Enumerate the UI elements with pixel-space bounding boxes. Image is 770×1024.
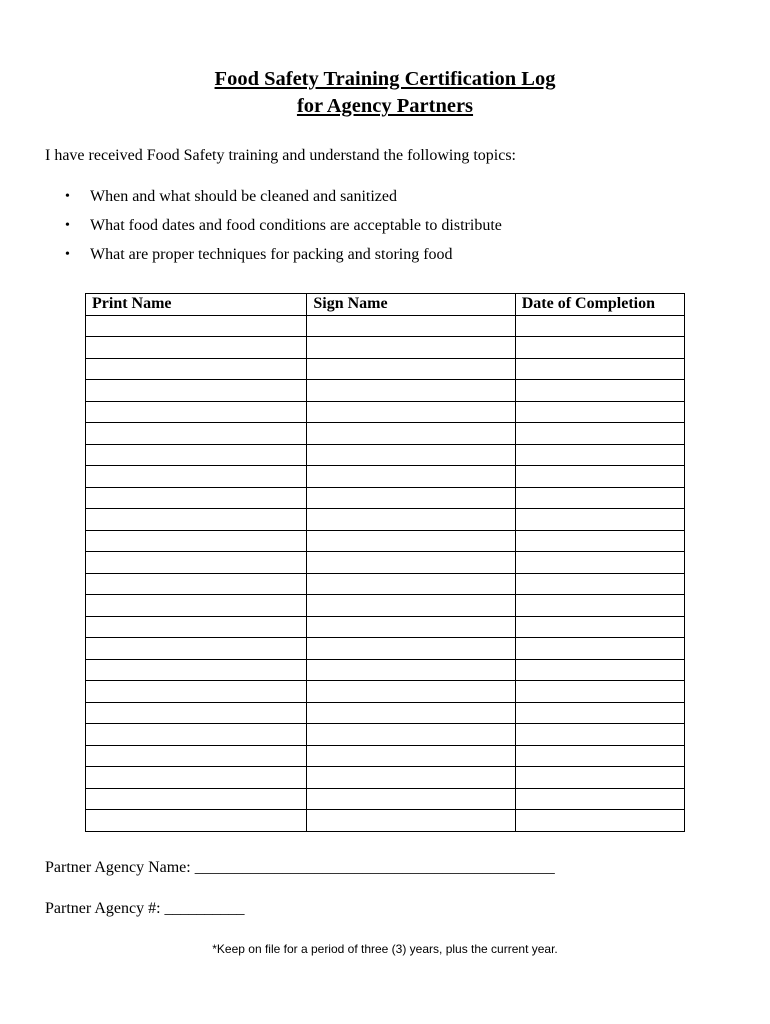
table-row — [86, 767, 685, 789]
print-name-cell[interactable] — [86, 810, 307, 832]
table-row — [86, 530, 685, 552]
date-of-completion-cell[interactable] — [515, 423, 684, 445]
print-name-cell[interactable] — [86, 659, 307, 681]
date-of-completion-cell[interactable] — [515, 745, 684, 767]
intro-statement: I have received Food Safety training and understand the following topics: — [45, 147, 516, 164]
date-of-completion-cell[interactable] — [515, 810, 684, 832]
header-date-of-completion: Date of Completion — [515, 294, 684, 316]
topic-text: What are proper techniques for packing and storing food — [90, 246, 453, 263]
print-name-cell[interactable] — [86, 509, 307, 531]
table-row — [86, 616, 685, 638]
print-name-cell[interactable] — [86, 401, 307, 423]
date-of-completion-cell[interactable] — [515, 509, 684, 531]
date-of-completion-cell[interactable] — [515, 638, 684, 660]
date-of-completion-cell[interactable] — [515, 595, 684, 617]
table-row — [86, 337, 685, 359]
bullet-icon: • — [65, 189, 70, 204]
date-of-completion-cell[interactable] — [515, 380, 684, 402]
date-of-completion-cell[interactable] — [515, 767, 684, 789]
print-name-cell[interactable] — [86, 638, 307, 660]
table-row — [86, 595, 685, 617]
print-name-cell[interactable] — [86, 788, 307, 810]
sign-name-cell[interactable] — [307, 315, 515, 337]
date-of-completion-cell[interactable] — [515, 401, 684, 423]
print-name-cell[interactable] — [86, 337, 307, 359]
date-of-completion-cell[interactable] — [515, 681, 684, 703]
sign-name-cell[interactable] — [307, 530, 515, 552]
print-name-cell[interactable] — [86, 681, 307, 703]
sign-name-cell[interactable] — [307, 401, 515, 423]
table-row — [86, 659, 685, 681]
print-name-cell[interactable] — [86, 616, 307, 638]
print-name-cell[interactable] — [86, 745, 307, 767]
date-of-completion-cell[interactable] — [515, 444, 684, 466]
partner-agency-number-field[interactable]: Partner Agency #: __________ — [45, 900, 245, 917]
sign-name-cell[interactable] — [307, 444, 515, 466]
sign-name-cell[interactable] — [307, 337, 515, 359]
bullet-icon: • — [65, 247, 70, 262]
sign-name-cell[interactable] — [307, 380, 515, 402]
table-row — [86, 552, 685, 574]
document-subtitle: for Agency Partners — [296, 95, 474, 117]
topic-text: When and what should be cleaned and sanitized — [90, 188, 397, 205]
table-row — [86, 487, 685, 509]
print-name-cell[interactable] — [86, 315, 307, 337]
topic-text: What food dates and food conditions are acceptable to distribute — [90, 217, 502, 234]
sign-name-cell[interactable] — [307, 702, 515, 724]
print-name-cell[interactable] — [86, 423, 307, 445]
print-name-cell[interactable] — [86, 724, 307, 746]
sign-name-cell[interactable] — [307, 423, 515, 445]
print-name-cell[interactable] — [86, 358, 307, 380]
header-sign-name: Sign Name — [307, 294, 515, 316]
print-name-cell[interactable] — [86, 702, 307, 724]
table-row — [86, 788, 685, 810]
date-of-completion-cell[interactable] — [515, 724, 684, 746]
table-row — [86, 444, 685, 466]
table-row — [86, 401, 685, 423]
sign-name-cell[interactable] — [307, 638, 515, 660]
partner-agency-name-field[interactable]: Partner Agency Name: _____________________________________________ — [45, 859, 555, 876]
sign-name-cell[interactable] — [307, 358, 515, 380]
sign-name-cell[interactable] — [307, 767, 515, 789]
header-print-name: Print Name — [86, 294, 307, 316]
print-name-cell[interactable] — [86, 380, 307, 402]
print-name-cell[interactable] — [86, 466, 307, 488]
table-row — [86, 638, 685, 660]
document-title: Food Safety Training Certification Log — [214, 68, 556, 90]
sign-name-cell[interactable] — [307, 659, 515, 681]
print-name-cell[interactable] — [86, 487, 307, 509]
print-name-cell[interactable] — [86, 767, 307, 789]
date-of-completion-cell[interactable] — [515, 788, 684, 810]
retention-footnote: *Keep on file for a period of three (3) years, plus the current year. — [212, 942, 558, 956]
table-row — [86, 724, 685, 746]
sign-name-cell[interactable] — [307, 552, 515, 574]
sign-name-cell[interactable] — [307, 487, 515, 509]
sign-name-cell[interactable] — [307, 466, 515, 488]
print-name-cell[interactable] — [86, 530, 307, 552]
sign-name-cell[interactable] — [307, 788, 515, 810]
print-name-cell[interactable] — [86, 444, 307, 466]
date-of-completion-cell[interactable] — [515, 573, 684, 595]
table-body — [86, 315, 685, 831]
table-row — [86, 745, 685, 767]
sign-name-cell[interactable] — [307, 595, 515, 617]
print-name-cell[interactable] — [86, 552, 307, 574]
table-row — [86, 358, 685, 380]
table-header-row — [86, 294, 685, 316]
date-of-completion-cell[interactable] — [515, 616, 684, 638]
date-of-completion-cell[interactable] — [515, 358, 684, 380]
table-row — [86, 423, 685, 445]
table-row — [86, 573, 685, 595]
date-of-completion-cell[interactable] — [515, 487, 684, 509]
print-name-cell[interactable] — [86, 573, 307, 595]
sign-name-cell[interactable] — [307, 616, 515, 638]
sign-name-cell[interactable] — [307, 509, 515, 531]
date-of-completion-cell[interactable] — [515, 659, 684, 681]
date-of-completion-cell[interactable] — [515, 552, 684, 574]
sign-name-cell[interactable] — [307, 810, 515, 832]
table-row — [86, 380, 685, 402]
date-of-completion-cell[interactable] — [515, 530, 684, 552]
certification-log-table — [85, 293, 685, 832]
sign-name-cell[interactable] — [307, 573, 515, 595]
bullet-icon: • — [65, 218, 70, 233]
table-row — [86, 509, 685, 531]
date-of-completion-cell[interactable] — [515, 337, 684, 359]
table-row — [86, 315, 685, 337]
table-row — [86, 702, 685, 724]
sign-name-cell[interactable] — [307, 724, 515, 746]
sign-name-cell[interactable] — [307, 745, 515, 767]
table-row — [86, 466, 685, 488]
date-of-completion-cell[interactable] — [515, 466, 684, 488]
print-name-cell[interactable] — [86, 595, 307, 617]
table-row — [86, 810, 685, 832]
date-of-completion-cell[interactable] — [515, 315, 684, 337]
date-of-completion-cell[interactable] — [515, 702, 684, 724]
table-row — [86, 681, 685, 703]
sign-name-cell[interactable] — [307, 681, 515, 703]
